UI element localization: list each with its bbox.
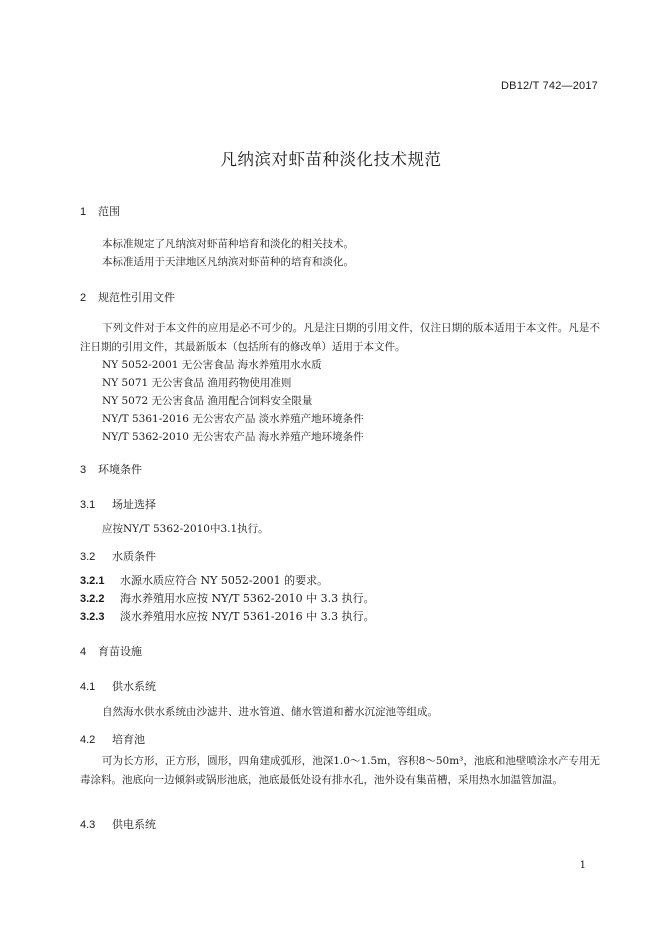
section-title: 培育池 — [112, 733, 145, 746]
section-title: 供电系统 — [112, 818, 156, 831]
section-title: 环境条件 — [98, 463, 142, 476]
page-number: 1 — [579, 860, 586, 871]
clause-text: 淡水养殖用水应按 NY/T 5361-2016 中 3.3 执行。 — [120, 610, 375, 623]
section-3-heading — [80, 461, 142, 477]
clause-text: 海水养殖用水应按 NY/T 5362-2010 中 3.3 执行。 — [120, 592, 375, 605]
section-number: 3.1 — [80, 499, 96, 511]
reference-item: NY 5072 无公害食品 渔用配合饲料安全限量 — [102, 395, 313, 407]
document-title: 凡纳滨对虾苗种淡化技术规范 — [220, 150, 442, 169]
site-selection-text: 应按NY/T 5362-2010中3.1执行。 — [102, 523, 269, 535]
section-4-heading — [80, 643, 142, 659]
section-number: 4.2 — [80, 734, 96, 746]
section-number: 4 — [80, 646, 87, 658]
section-title: 场址选择 — [112, 498, 156, 511]
nursery-pond-text: 可为长方形，正方形，圆形，四角建成弧形，池深1.0～1.5m，容积8～50m³，池底和池壁喷涂水产专用无毒涂料。池底向一边倾斜或锅形池底，池底最低处设有排水孔，池外设有集苗槽，采用热水加温管加温。 — [80, 755, 600, 786]
reference-item: NY/T 5361-2016 无公害农产品 淡水养殖产地环境条件 — [102, 413, 364, 425]
section-number: 4.1 — [80, 681, 96, 693]
reference-item: NY/T 5362-2010 无公害农产品 海水养殖产地环境条件 — [102, 431, 364, 443]
section-title: 规范性引用文件 — [98, 291, 175, 304]
section-4-1-heading — [80, 678, 156, 694]
section-title: 供水系统 — [112, 680, 156, 693]
scope-paragraph-2: 本标准适用于天津地区凡纳滨对虾苗种的培育和淡化。 — [102, 256, 354, 268]
clause-3-2-3 — [80, 608, 375, 624]
scope-paragraph-1: 本标准规定了凡纳滨对虾苗种培育和淡化的相关技术。 — [102, 238, 354, 250]
clause-number: 3.2.1 — [80, 575, 105, 587]
section-3-2-heading — [80, 548, 156, 564]
section-title: 水质条件 — [112, 550, 156, 563]
section-number: 3 — [80, 464, 87, 476]
section-4-3-heading — [80, 816, 156, 832]
section-number: 4.3 — [80, 819, 96, 831]
section-1-heading — [80, 203, 120, 219]
section-title: 范围 — [98, 205, 120, 218]
references-intro: 下列文件对于本文件的应用是必不可少的。凡是注日期的引用文件，仅注日期的版本适用于本文件。凡是不注日期的引用文件，其最新版本（包括所有的修改单）适用于本文件。 — [80, 322, 600, 353]
clause-number: 3.2.2 — [80, 593, 105, 605]
clause-text: 水源水质应符合 NY 5052-2001 的要求。 — [120, 574, 329, 587]
section-2-heading — [80, 289, 175, 305]
clause-3-2-1 — [80, 572, 328, 588]
standard-code: DB12/T 742—2017 — [501, 80, 598, 92]
section-4-2-heading — [80, 731, 145, 747]
clause-number: 3.2.3 — [80, 611, 105, 623]
section-number: 3.2 — [80, 551, 96, 563]
section-number: 1 — [80, 206, 87, 218]
clause-3-2-2 — [80, 590, 375, 606]
section-title: 育苗设施 — [98, 645, 142, 658]
section-3-1-heading — [80, 496, 156, 512]
reference-item: NY 5071 无公害食品 渔用药物使用准则 — [102, 377, 292, 389]
water-supply-text: 自然海水供水系统由沙滤井、进水管道、储水管道和蓄水沉淀池等组成。 — [102, 706, 438, 718]
reference-item: NY 5052-2001 无公害食品 海水养殖用水水质 — [102, 359, 322, 371]
section-number: 2 — [80, 292, 87, 304]
